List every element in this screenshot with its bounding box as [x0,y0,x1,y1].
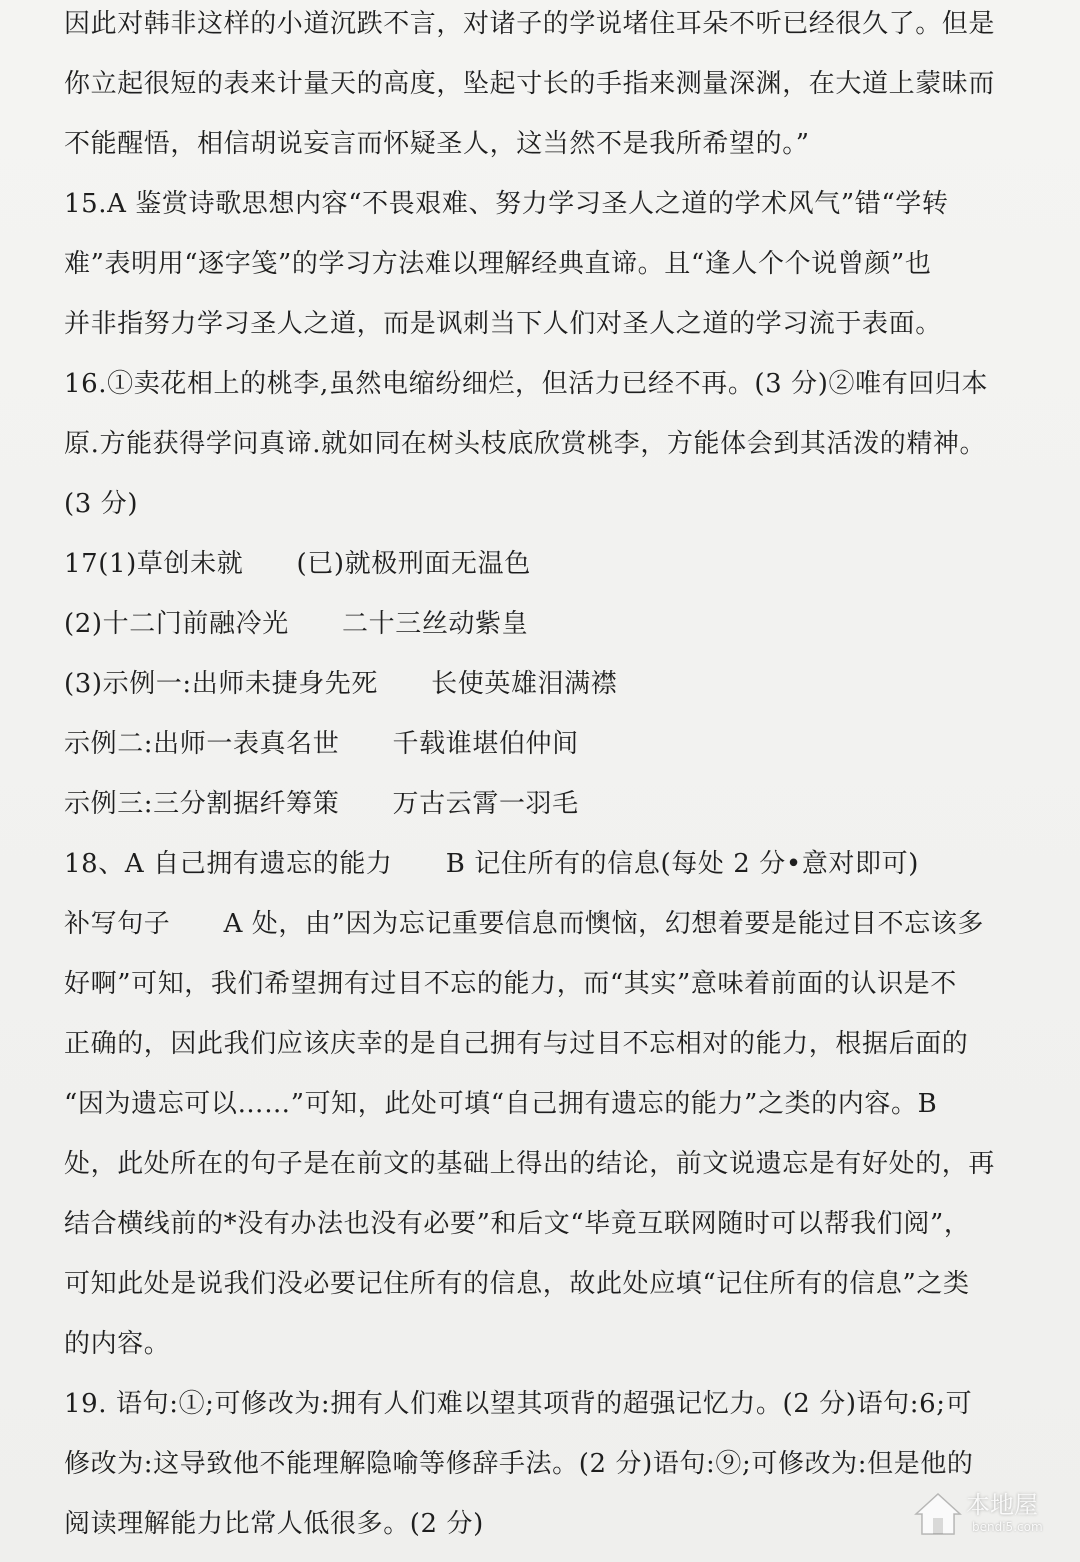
text-line: 15.A 鉴赏诗歌思想内容“不畏艰难、努力学习圣人之道的学术风气”错“学转 [64,189,949,219]
text-line: 阅读理解能力比常人低很多。(2 分) [64,1509,484,1539]
text-line: 修改为:这导致他不能理解隐喻等修辞手法。(2 分)语句:⑨;可修改为:但是他的 [64,1449,974,1479]
text-line: 结合横线前的*没有办法也没有必要”和后文“毕竟互联网随时可以帮我们阅”， [64,1209,971,1239]
text-line: 原.方能获得学问真谛.就如同在树头枝底欣赏桃李，方能体会到其活泼的精神。 [64,429,987,459]
text-line: 不能醒悟，相信胡说妄言而怀疑圣人，这当然不是我所希望的。” [64,129,810,159]
text-line: (2)十二门前融冷光 二十三丝动紫皇 [64,609,529,639]
text-line: (3)示例一:出师未捷身先死 长使英雄泪满襟 [64,669,618,699]
text-line: 处，此处所在的句子是在前文的基础上得出的结论，前文说遗忘是有好处的，再 [64,1149,996,1179]
text-line: 16.①卖花相上的桃李,虽然电缩纷细烂，但活力已经不再。(3 分)②唯有回归本 [64,369,989,399]
text-line: 示例二:出师一表真名世 千载谁堪伯仲间 [64,729,579,759]
text-line: 并非指努力学习圣人之道，而是讽刺当下人们对圣人之道的学习流于表面。 [64,309,942,339]
text-line: “因为遗忘可以……”可知，此处可填“自己拥有遗忘的能力”之类的内容。B [64,1089,938,1119]
watermark-url: bendi5.com [972,1520,1043,1534]
text-line: 你立起很短的表来计量天的高度，坠起寸长的手指来测量深渊，在大道上蒙昧而 [64,69,996,99]
site-watermark [912,1486,1062,1546]
text-line: 正确的，因此我们应该庆幸的是自己拥有与过目不忘相对的能力，根据后面的 [64,1029,969,1059]
watermark-title: 本地屋 [966,1491,1038,1519]
text-line: 好啊”可知，我们希望拥有过目不忘的能力，而“其实”意味着前面的认识是不 [64,969,957,999]
text-line: 因此对韩非这样的小道沉跌不言，对诸子的学说堵住耳朵不听已经很久了。但是 [64,9,996,39]
text-line: 难”表明用“逐字笺”的学习方法难以理解经典直谛。且“逢人个个说曾颜”也 [64,249,932,279]
text-line: (3 分) [64,489,139,519]
text-line: 19. 语句:①;可修改为:拥有人们难以望其项背的超强记忆力。(2 分)语句:6;可 [64,1389,973,1419]
house-icon [912,1488,964,1540]
text-line: 可知此处是说我们没必要记住所有的信息，故此处应填“记住所有的信息”之类 [64,1269,970,1299]
text-line: 补写句子 A 处，由”因为忘记重要信息而懊恼，幻想着要是能过目不忘该多 [64,909,984,939]
text-line: 示例三:三分割据纤筹策 万古云霄一羽毛 [64,789,579,819]
text-line: 的内容。 [64,1329,171,1359]
text-line: 17(1)草创未就 (已)就极刑面无温色 [64,549,531,579]
text-line: 18、A 自己拥有遗忘的能力 B 记住所有的信息(每处 2 分•意对即可) [64,849,919,879]
